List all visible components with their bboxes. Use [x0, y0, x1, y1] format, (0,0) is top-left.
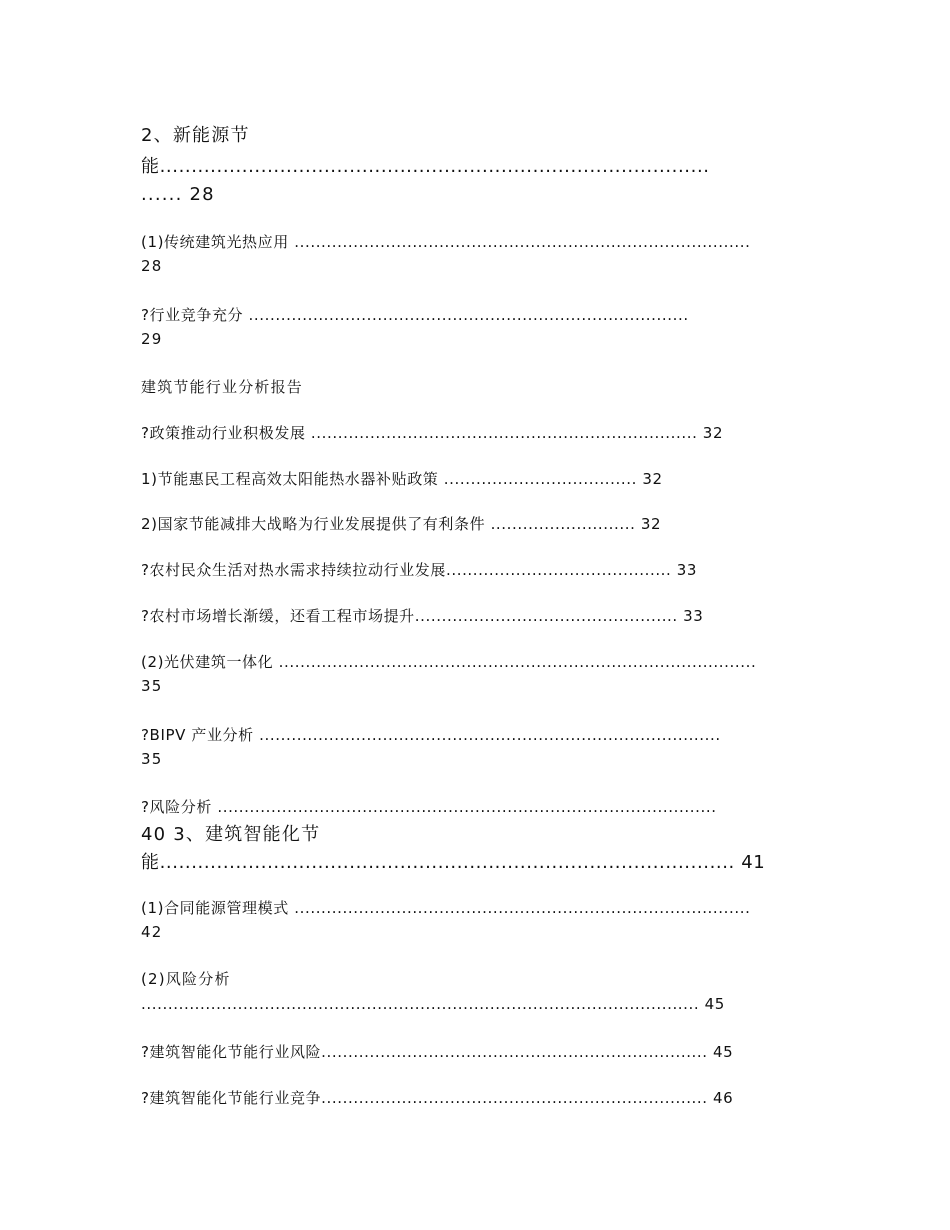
- toc-entry-risk-analysis-2[interactable]: (2)风险分析: [141, 970, 231, 988]
- toc-entry-bipv[interactable]: (2)光伏建筑一体化 .........................................................................................: [141, 653, 757, 671]
- toc-entry-industry-competition[interactable]: ?行业竞争充分 ..................................................................................: [141, 306, 689, 324]
- toc-entry-page-number: 42: [141, 923, 163, 941]
- toc-entry-page-number: 35: [141, 750, 163, 768]
- toc-entry-bipv-industry-analysis[interactable]: ?BIPV 产业分析 ......................................................................................: [141, 726, 721, 744]
- toc-entry-traditional-solar-thermal[interactable]: (1)传统建筑光热应用 .....................................................................................: [141, 233, 751, 251]
- toc-entry-page-number: 28: [141, 257, 163, 275]
- section-2-leader-line: 能.......................................................................................: [141, 156, 710, 177]
- toc-entry-smart-building-competition[interactable]: ?建筑智能化节能行业竞争........................................................................ 46: [141, 1089, 734, 1107]
- toc-entry-page-number: 35: [141, 677, 163, 695]
- section-3-leader-line: 能........................................................................................... 41: [141, 852, 766, 873]
- section-3-title: 40 3、建筑智能化节: [141, 824, 321, 845]
- toc-entry-rural-hot-water-demand[interactable]: ?农村民众生活对热水需求持续拉动行业发展.......................................... 33: [141, 561, 698, 579]
- toc-entry-smart-building-risk[interactable]: ?建筑智能化节能行业风险........................................................................ 45: [141, 1043, 734, 1061]
- toc-entry-policy-driven[interactable]: ?政策推动行业积极发展 ........................................................................ 32: [141, 424, 724, 442]
- toc-entry-rural-market-growth[interactable]: ?农村市场增长渐缓，还看工程市场提升................................................. 33: [141, 607, 704, 625]
- toc-entry-national-strategy[interactable]: 2)国家节能减排大战略为行业发展提供了有利条件 ........................... 32: [141, 515, 662, 533]
- toc-entry-risk-analysis[interactable]: ?风险分析 .............................................................................................: [141, 798, 717, 816]
- toc-entry-subsidy-policy[interactable]: 1)节能惠民工程高效太阳能热水器补贴政策 .................................... 32: [141, 470, 663, 488]
- toc-entry-page-number: 29: [141, 330, 163, 348]
- toc-report-title: 建筑节能行业分析报告: [141, 378, 304, 396]
- section-2-page-number: ...... 28: [141, 184, 215, 205]
- toc-entry-leader-line: ........................................................................................................ 45: [141, 995, 725, 1013]
- toc-entry-energy-performance-contracting[interactable]: (1)合同能源管理模式 .....................................................................................: [141, 899, 751, 917]
- section-2-title: 2、新能源节: [141, 125, 250, 146]
